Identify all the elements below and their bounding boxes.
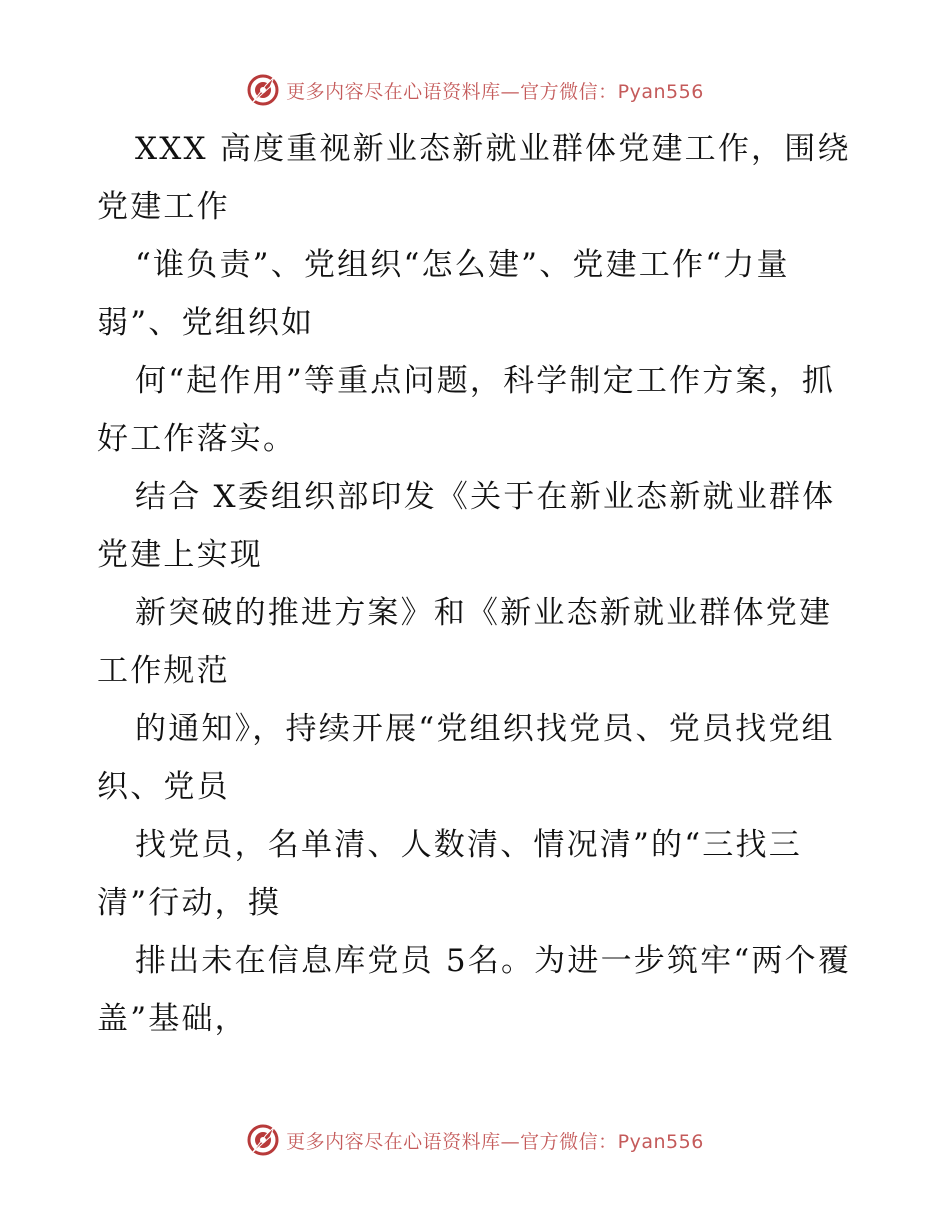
banner-dash: —: [500, 1130, 521, 1153]
quill-seal-logo-icon: [246, 73, 280, 107]
body-paragraph: 的通知》，持续开展“党组织找党员、党员找党组织、党员: [97, 711, 835, 805]
quill-seal-logo-icon: [246, 1123, 280, 1157]
footer-banner: [0, 1120, 950, 1160]
body-paragraph: 结合 X委组织部印发《关于在新业态新就业群体党建上实现: [97, 479, 836, 573]
banner-main-text: 更多内容尽在心语资料库: [286, 80, 501, 103]
banner-dash: —: [500, 80, 521, 103]
banner-wechat-text: 官方微信：Pyan556: [520, 1130, 704, 1153]
header-banner: [0, 70, 950, 110]
body-paragraph: 排出未在信息库党员 5名。为进一步筑牢“两个覆盖”基础，: [97, 943, 852, 1037]
body-paragraph: 找党员，名单清、人数清、情况清”的“三找三清”行动，摸: [97, 827, 802, 921]
body-paragraph: 何“起作用”等重点问题，科学制定工作方案，抓好工作落实。: [97, 363, 836, 457]
body-paragraph: 新突破的推进方案》和《新业态新就业群体党建工作规范: [97, 595, 833, 689]
banner-main-text: 更多内容尽在心语资料库: [286, 1130, 501, 1153]
document-body: [97, 120, 857, 1048]
banner-wechat-text: 官方微信：Pyan556: [520, 80, 704, 103]
body-paragraph: XXX 高度重视新业态新就业群体党建工作，围绕党建工作: [97, 131, 851, 225]
body-paragraph: “谁负责”、党组织“怎么建”、党建工作“力量弱”、党组织如: [97, 247, 790, 341]
